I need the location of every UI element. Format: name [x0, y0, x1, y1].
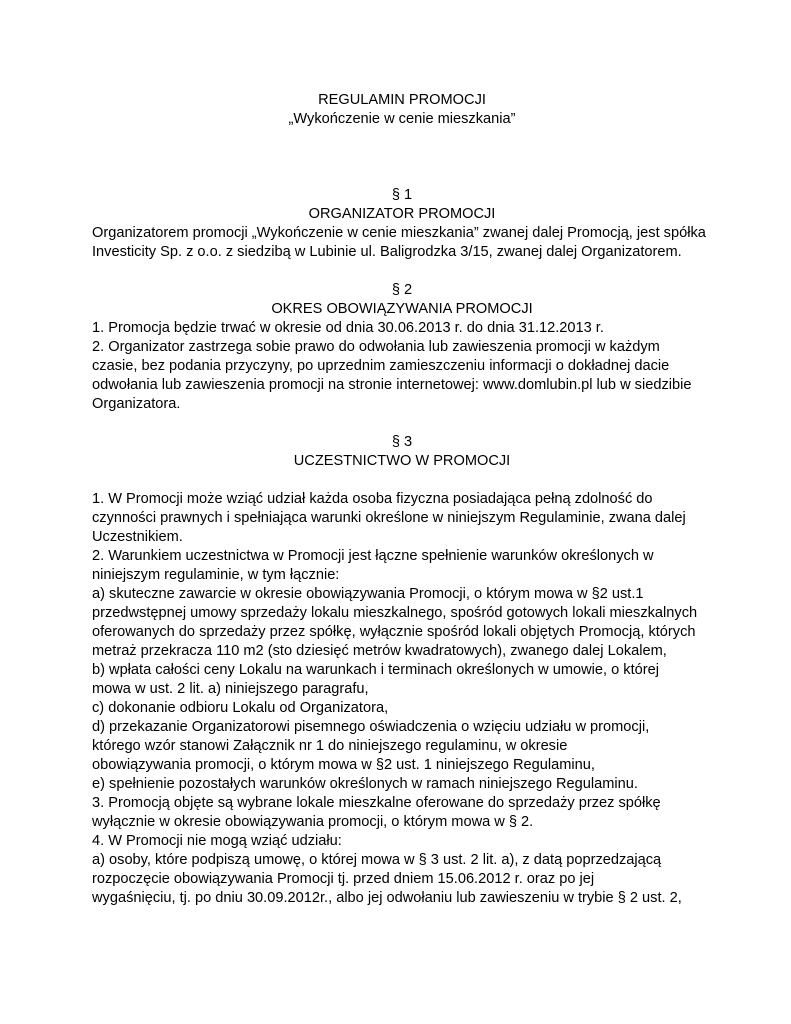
section-3-line: Uczestnikiem. [92, 529, 183, 545]
section-3-line: c) dokonanie odbioru Lokalu od Organizatora, [92, 700, 389, 716]
section-3-line: a) skuteczne zawarcie w okresie obowiązywania Promocji, o którym mowa w §2 ust.1 [92, 586, 644, 602]
section-2-line: 2. Organizator zastrzega sobie prawo do odwołania lub zawieszenia promocji w każdym [92, 339, 660, 355]
section-3-line: obowiązywania promocji, o którym mowa w §2 ust. 1 niniejszego Regulaminu, [92, 757, 595, 773]
section-2-line: czasie, bez podania przyczyny, po uprzednim zamieszczeniu informacji o dokładnej dacie [92, 358, 670, 374]
section-3-line: 3. Promocją objęte są wybrane lokale mieszkalne oferowane do sprzedaży przez spółkę [92, 795, 661, 811]
section-3-line: którego wzór stanowi Załącznik nr 1 do niniejszego regulaminu, w okresie [92, 738, 568, 754]
section-3-line: b) wpłata całości ceny Lokalu na warunkach i terminach określonych w umowie, o której [92, 662, 659, 678]
section-3-line: czynności prawnych i spełniająca warunki określone w niniejszym Regulaminie, zwana dalej [92, 510, 686, 526]
section-3-line: oferowanych do sprzedaży przez spółkę, wyłącznie spośród lokali objętych Promocją, których [92, 624, 696, 640]
spacer [92, 262, 712, 281]
section-2-line: 1. Promocja będzie trwać w okresie od dnia 30.06.2013 r. do dnia 31.12.2013 r. [92, 320, 604, 336]
section-3-line: e) spełnienie pozostałych warunków określonych w ramach niniejszego Regulaminu. [92, 776, 638, 792]
section-1-number: § 1 [391, 187, 413, 203]
section-2-number: § 2 [391, 282, 413, 298]
document-title: REGULAMIN PROMOCJI [318, 92, 486, 108]
section-3-line: metraż przekracza 110 m2 (sto dziesięć metrów kwadratowych), zwanego dalej Lokalem, [92, 643, 667, 659]
section-3-line: rozpoczęcie obowiązywania Promocji tj. przed dniem 15.06.2012 r. oraz po jej [92, 871, 595, 887]
section-1-line: Investicity Sp. z o.o. z siedzibą w Lubinie ul. Baligrodzka 3/15, zwanej dalej Organizatorem. [92, 244, 682, 260]
section-3-line: mowa w ust. 2 lit. a) niniejszego paragrafu, [92, 681, 369, 697]
section-3-heading: UCZESTNICTWO W PROMOCJI [293, 453, 511, 469]
document-subtitle: „Wykończenie w cenie mieszkania” [288, 111, 516, 127]
document-page [92, 91, 712, 908]
section-2-line: Organizatora. [92, 396, 181, 412]
section-3-line: niniejszym regulaminie, w tym łącznie: [92, 567, 340, 583]
spacer [92, 414, 712, 433]
section-3-line: 2. Warunkiem uczestnictwa w Promocji jest łączne spełnienie warunków określonych w [92, 548, 654, 564]
section-3-line: a) osoby, które podpiszą umowę, o której mowa w § 3 ust. 2 lit. a), z datą poprzedzającą [92, 852, 662, 868]
section-3-line: 1. W Promocji może wziąć udział każda osoba fizyczna posiadająca pełną zdolność do [92, 491, 653, 507]
section-3-number: § 3 [391, 434, 413, 450]
section-3-line: przedwstępnej umowy sprzedaży lokalu mieszkalnego, spośród gotowych lokali mieszkalnych [92, 605, 698, 621]
section-3-line: d) przekazanie Organizatorowi pisemnego oświadczenia o wzięciu udziału w promocji, [92, 719, 650, 735]
spacer [92, 471, 712, 490]
section-2-heading: OKRES OBOWIĄZYWANIA PROMOCJI [271, 301, 533, 317]
section-1-heading: ORGANIZATOR PROMOCJI [308, 206, 496, 222]
spacer [92, 129, 712, 186]
section-3-line: wygaśnięciu, tj. po dniu 30.09.2012r., albo jej odwołaniu lub zawieszeniu w trybie § 2 ust. 2, [92, 890, 682, 906]
section-2-line: odwołania lub zawieszenia promocji na stronie internetowej: www.domlubin.pl lub w siedzibie [92, 377, 692, 393]
section-1-line: Organizatorem promocji „Wykończenie w cenie mieszkania” zwanej dalej Promocją, jest spółka [92, 225, 706, 241]
section-3-line: 4. W Promocji nie mogą wziąć udziału: [92, 833, 342, 849]
section-3-line: wyłącznie w okresie obowiązywania promocji, o którym mowa w § 2. [92, 814, 534, 830]
